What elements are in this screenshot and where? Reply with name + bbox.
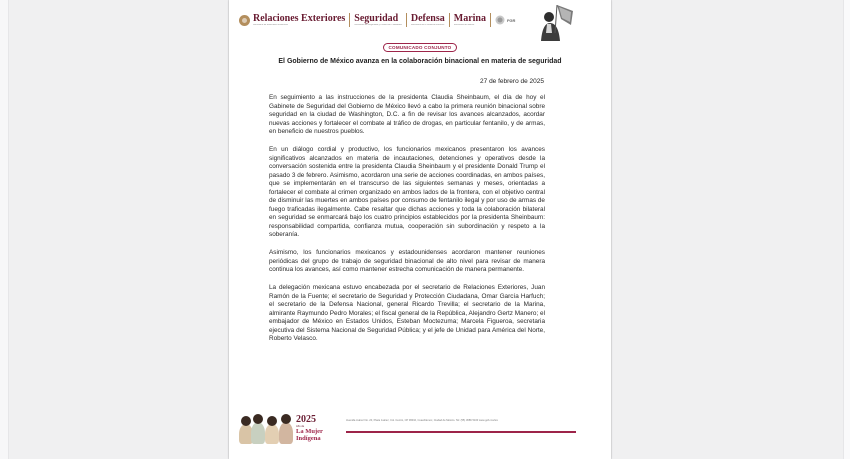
document-title: El Gobierno de México avanza en la colaboración binacional en materia de seguridad <box>278 58 562 65</box>
paragraph: En un diálogo cordial y productivo, los funcionarios mexicanos presentaron los avances significativos alcanzados en materia de incautaciones, detenciones y operativos desde la conversación sostenida entre la presidenta Claudia Sheinbaum y el presidente Donald Trump el pasado 3 de febrero. Asimismo, acordaron una serie de acciones coordinadas, en ambos países, que se implementarán en el transcurso de las siguientes semanas y meses, orientadas a fortalecer el combate al crimen organizado en ambos lados de la frontera, con el objetivo central de disminuir las muertes en ambos países por consumo de fentanilo ilegal y por uso de armas de fuego traficadas ilegalmente. Cabe resaltar que dichas acciones y toda la colaboración bilateral en seguridad se enmarcará bajo los cuatro principios establecidos por la presidenta Sheinbaum: responsabilidad compartida, confianza mutua, cooperación sin subordinación y respeto a la soberanía. <box>269 146 545 238</box>
year-title-line-1: La Mujer <box>296 428 323 435</box>
institution-subtitle: Secretaría de Relaciones Exteriores <box>253 23 289 26</box>
institution-name: Defensa <box>410 12 445 24</box>
institution-defensa <box>411 14 445 27</box>
document-date: 27 de febrero de 2025 <box>480 78 544 85</box>
paragraph: La delegación mexicana estuvo encabezada por el secretario de Relaciones Exteriores, Juan Ramón de la Fuente; el secretario de Seguridad y Protección Ciudadana, Omar García Harfuch; el secretario de la Defensa Nacional, general Ricardo Trevilla; el secretario de la Marina, almirante Raymundo Pedro Morales; el fiscal general de la República, Alejandro Gertz Manero; el embajador de México en Estados Unidos, Esteban Moctezuma; Marcela Figueroa, secretaria ejecutiva del Sistema Nacional de Seguridad Pública; y el jefe de Unidad para América del Norte, Roberto Velasco. <box>269 284 545 342</box>
institution-sspc <box>354 14 402 27</box>
fgr-seal-icon <box>495 15 505 25</box>
institution-subtitle: Secretaría de la Defensa Nacional <box>410 23 445 26</box>
fgr-label: FGR <box>506 17 516 23</box>
badge-row <box>229 36 611 54</box>
year-subtitle: Año de <box>296 425 305 428</box>
paragraph: Asimismo, los funcionarios mexicanos y estadounidenses acordaron mantener reuniones periódicas del grupo de trabajo de seguridad binacional de alto nivel para revisar de manera continua los avances, así como mantener estrecha comunicación de manera permanente. <box>269 249 545 273</box>
year-number: 2025 <box>296 414 316 425</box>
footer-address: Avenida Juárez No. 20, Plaza Juárez, Col. Centro, CP 06010, Cuauhtémoc, Ciudad de México. Tel: (55) 3686 5100 www.gob.mx/sre <box>346 419 498 422</box>
institution-sre <box>253 14 345 27</box>
year-title-line-2: Indígena <box>296 435 321 442</box>
institution-name: Relaciones Exteriores <box>253 12 346 24</box>
header-divider <box>490 13 491 27</box>
fgr-logo <box>495 15 515 25</box>
year-of-indigenous-woman-logo <box>296 415 336 442</box>
institution-subtitle: Secretaría de Marina <box>453 23 475 26</box>
left-scroll-gutter <box>0 0 9 459</box>
institution-name: Marina <box>453 12 486 24</box>
institution-name: Seguridad <box>354 12 399 24</box>
institution-subtitle: Secretaría de Seguridad y Protección Ciudadana <box>354 23 402 26</box>
institution-marina <box>454 14 486 27</box>
indigenous-women-illustration-icon <box>239 410 296 444</box>
header-divider <box>449 13 450 27</box>
eagle-seal-icon <box>239 15 250 26</box>
communique-badge: COMUNICADO CONJUNTO <box>383 43 458 52</box>
document-body <box>269 94 545 353</box>
footer-rule <box>346 431 576 433</box>
header-divider <box>349 13 350 27</box>
institutions-header <box>239 11 515 29</box>
paragraph: En seguimiento a las instrucciones de la presidenta Claudia Sheinbaum, el día de hoy el Gabinete de Seguridad del Gobierno de México llevó a cabo la primera reunión binacional sobre seguridad en la ciudad de Washington, D.C. a fin de revisar los avances alcanzados, acordar nuevas acciones y fortalecer el combate al tráfico de drogas, en particular fentanilo, y de armas, en beneficio de nuestros pueblos. <box>269 94 545 135</box>
header-divider <box>406 13 407 27</box>
document-page <box>229 0 611 459</box>
right-scroll-gutter <box>843 0 850 459</box>
